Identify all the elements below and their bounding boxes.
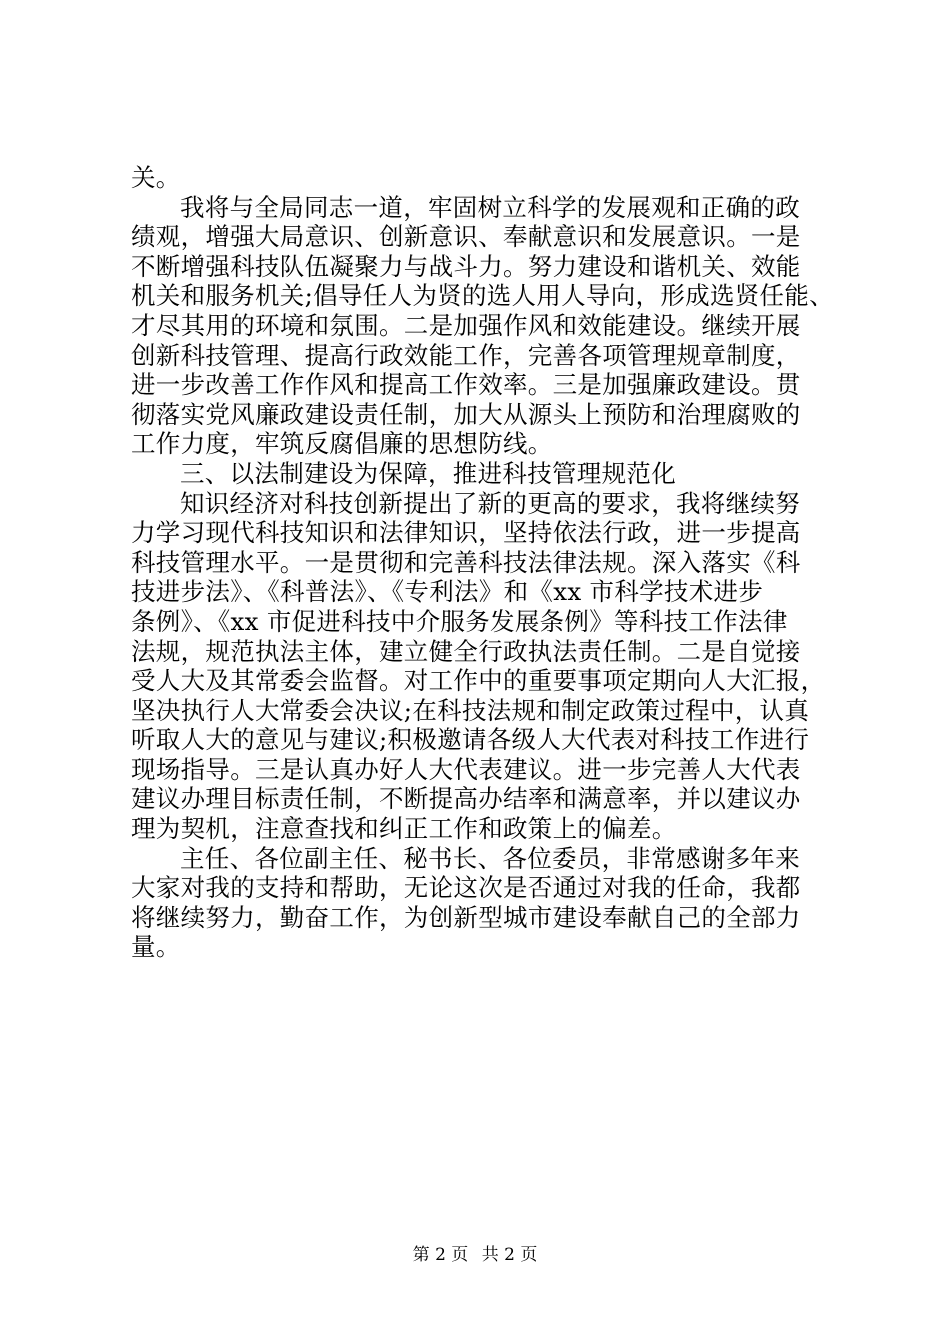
text-line: 现场指导。三是认真办好人大代表建议。进一步完善人大代表 bbox=[131, 754, 801, 784]
text-line: 进一步改善工作作风和提高工作效率。三是加强廉政建设。贯 bbox=[131, 370, 801, 400]
text-line: 关。 bbox=[131, 163, 181, 192]
text-line: 知识经济对科技创新提出了新的更高的要求，我将继续努 bbox=[180, 488, 800, 518]
text-line: 法规，规范执法主体，建立健全行政执法责任制。二是自觉接 bbox=[131, 636, 801, 666]
text-line: 受人大及其常委会监督。对工作中的重要事项定期向人大汇报， bbox=[131, 666, 826, 696]
section-heading: 三、以法制建设为保障，推进科技管理规范化 bbox=[180, 458, 676, 488]
text-line: 力学习现代科技知识和法律知识，坚持依法行政，进一步提高 bbox=[131, 518, 801, 548]
text-line: 坚决执行人大常委会决议;在科技法规和制定政策过程中，认真 bbox=[131, 695, 810, 725]
text-line: 彻落实党风廉政建设责任制，加大从源头上预防和治理腐败的 bbox=[131, 399, 801, 429]
text-line: 绩观，增强大局意识、创新意识、奉献意识和发展意识。一是 bbox=[131, 222, 801, 252]
text-line: 才尽其用的环境和氛围。二是加强作风和效能建设。继续开展 bbox=[131, 310, 801, 340]
text-line: 科技管理水平。一是贯彻和完善科技法律法规。深入落实《科 bbox=[131, 547, 801, 577]
text-line: 技进步法》、《科普法》、《专利法》和《xx 市科学技术进步 bbox=[131, 577, 764, 607]
text-line: 量。 bbox=[131, 932, 181, 962]
page-total: 共 2 页 bbox=[481, 1245, 538, 1265]
text-line: 工作力度，牢筑反腐倡廉的思想防线。 bbox=[131, 429, 553, 459]
text-line: 理为契机，注意查找和纠正工作和政策上的偏差。 bbox=[131, 814, 677, 844]
text-line: 听取人大的意见与建议;积极邀请各级人大代表对科技工作进行 bbox=[131, 725, 810, 755]
text-line: 建议办理目标责任制，不断提高办结率和满意率，并以建议办 bbox=[131, 784, 801, 814]
page-number: 第 2 页 bbox=[412, 1245, 469, 1265]
text-line: 机关和服务机关;倡导任人为贤的选人用人导向，形成选贤任能、 bbox=[131, 281, 834, 311]
text-line: 主任、各位副主任、秘书长、各位委员，非常感谢多年来 bbox=[180, 843, 800, 873]
document-body bbox=[131, 163, 834, 962]
text-line: 我将与全局同志一道，牢固树立科学的发展观和正确的政 bbox=[180, 192, 800, 222]
page-footer bbox=[0, 1245, 950, 1265]
text-line: 大家对我的支持和帮助，无论这次是否通过对我的任命，我都 bbox=[131, 873, 801, 903]
text-line: 不断增强科技队伍凝聚力与战斗力。努力建设和谐机关、效能 bbox=[131, 251, 801, 281]
text-line: 创新科技管理、提高行政效能工作，完善各项管理规章制度， bbox=[131, 340, 801, 370]
text-line: 条例》、《xx 市促进科技中介服务发展条例》等科技工作法律 bbox=[131, 606, 788, 636]
text-line: 将继续努力，勤奋工作，为创新型城市建设奉献自己的全部力 bbox=[131, 902, 801, 932]
